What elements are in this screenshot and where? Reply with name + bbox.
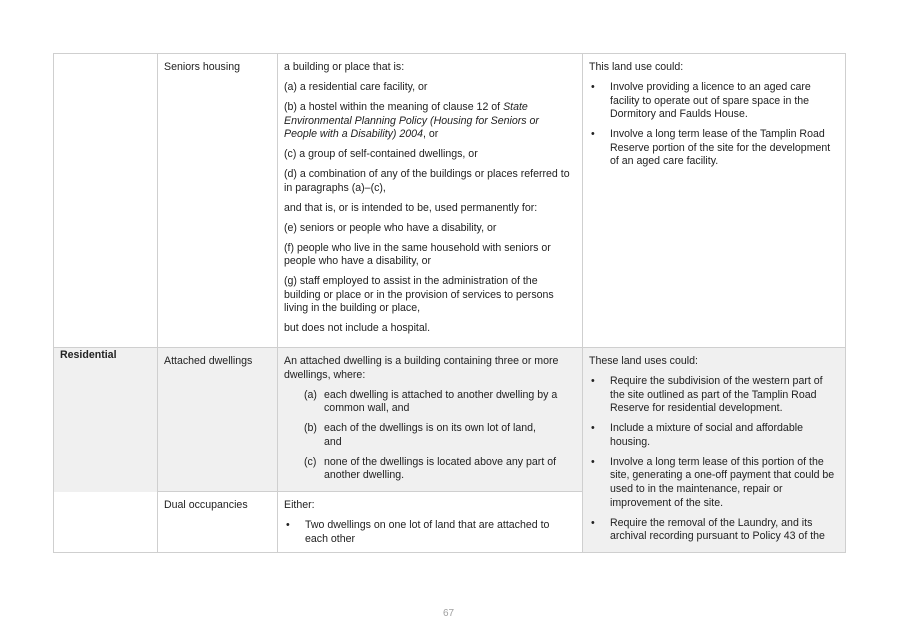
seniors-definition-cell (278, 54, 582, 347)
bullet-icon: • (286, 518, 290, 531)
bullet-icon: • (591, 422, 595, 435)
seniors-def-b-policy: State Environmental Planning Policy (Housing for Seniors or People with a Disability) 2004 (284, 100, 539, 141)
land-use-table (53, 53, 846, 553)
list-item: • Involve a long term lease of this portion of the site, generating a one-off payment that could be used to in the maintenance, repair or improvement of the site. (591, 455, 835, 509)
list-item: (c) none of the dwellings is located above any part of another dwelling. (304, 455, 557, 482)
bullet-icon: • (591, 455, 595, 468)
seniors-def-a: (a) a residential care facility, or (284, 80, 428, 93)
seniors-def-and: and that is, or is intended to be, used permanently for: (284, 201, 538, 214)
seniors-uses-intro: This land use could: (589, 61, 684, 73)
residential-uses-cell (583, 348, 845, 552)
attached-term: Attached dwellings (164, 355, 253, 367)
dual-definition-cell (278, 492, 582, 552)
list-item: (a) each dwelling is attached to another dwelling by a common wall, and (304, 388, 558, 415)
seniors-def-b: (b) a hostel within the meaning of clause 12 of State Environmental Planning Policy (Housing for Seniors or People with a Disability) 2004, or (284, 100, 539, 141)
seniors-def-intro: a building or place that is: (284, 61, 405, 73)
bullet-icon: • (591, 516, 595, 529)
list-item: • Require the subdivision of the western part of the site outlined as part of the Tamplin Road Reserve for residential development. (591, 374, 823, 415)
seniors-def-g: (g) staff employed to assist in the administration of the building or place or in the provision of services to persons living in the building or place, (284, 275, 554, 315)
list-item: • Involve providing a licence to an aged care facility to operate out of spare space in the Dormitory and Faulds House. (591, 80, 811, 121)
seniors-def-c: (c) a group of self-contained dwellings, or (284, 148, 478, 161)
dual-term: Dual occupancies (164, 499, 248, 511)
seniors-def-f: (f) people who live in the same household with seniors or people who have a disability, or (284, 241, 551, 268)
seniors-uses-cell (583, 54, 845, 347)
attached-def-intro: An attached dwelling is a building containing three or more dwellings, where: (284, 355, 559, 381)
dual-term-cell (158, 492, 277, 552)
list-item: • Require the removal of the Laundry, and its archival recording pursuant to Policy 43 of the (591, 516, 825, 543)
list-item: (b) each of the dwellings is on its own lot of land, and (304, 422, 536, 448)
seniors-category-cell (54, 54, 157, 347)
residential-category-cell (54, 348, 157, 552)
seniors-term-cell (158, 54, 277, 347)
residential-uses-intro: These land uses could: (589, 355, 698, 367)
seniors-def-end: but does not include a hospital. (284, 322, 431, 335)
list-item: • Involve a long term lease of the Tamplin Road Reserve portion of the site for the development of an aged care facility. (591, 128, 831, 168)
seniors-term: Seniors housing (164, 61, 240, 73)
seniors-def-e: (e) seniors or people who have a disability, or (284, 221, 497, 234)
seniors-def-d: (d) a combination of any of the buildings or places referred to in paragraphs (a)–(c), (284, 168, 570, 194)
list-item: • Two dwellings on one lot of land that are attached to each other (286, 518, 550, 545)
bullet-icon: • (591, 80, 595, 93)
attached-definition-cell (278, 348, 582, 491)
dual-def-intro: Either: (284, 499, 315, 511)
bullet-icon: • (591, 128, 595, 141)
list-item: • Include a mixture of social and affordable housing. (591, 422, 803, 448)
bullet-icon: • (591, 374, 595, 387)
attached-term-cell (158, 348, 277, 491)
page-number: 67 (442, 608, 455, 619)
residential-category: Residential (60, 349, 117, 361)
